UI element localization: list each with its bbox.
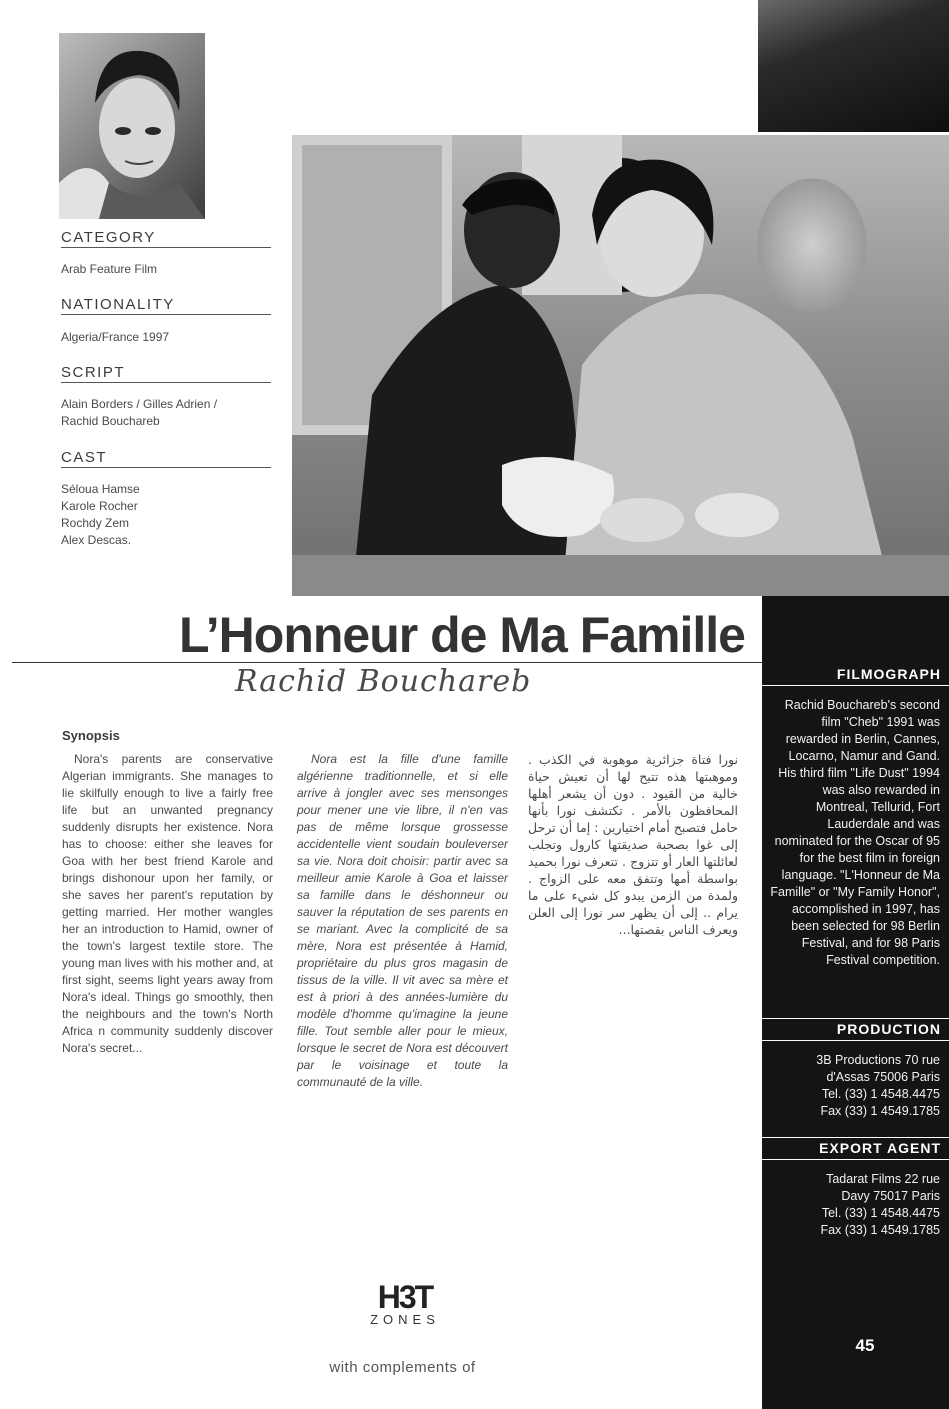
production-line: 3B Productions 70 rue xyxy=(816,1053,940,1067)
production-line: d'Assas 75006 Paris xyxy=(826,1070,940,1084)
export-agent-line: Fax (33) 1 4549.1785 xyxy=(820,1223,940,1237)
complements-text: with complements of xyxy=(329,1359,476,1376)
export-agent-heading: EXPORT AGENT xyxy=(819,1140,941,1156)
script-writers xyxy=(61,396,271,430)
export-agent-line: Tadarat Films 22 rue xyxy=(826,1172,940,1186)
script-writer-line: Alain Borders / Gilles Adrien / xyxy=(61,397,218,411)
film-still-photo xyxy=(292,135,949,596)
filmography-heading: FILMOGRAPH xyxy=(836,666,941,682)
portrait-illustration xyxy=(59,33,205,219)
production-heading: PRODUCTION xyxy=(836,1021,941,1037)
export-agent-line: Davy 75017 Paris xyxy=(841,1189,940,1203)
nationality-value: Algeria/France 1997 xyxy=(61,330,170,344)
cast-member: Alex Descas. xyxy=(61,533,132,547)
film-title: L’Honneur de Ma Famille xyxy=(179,607,745,663)
export-agent-line: Tel. (33) 1 4548.4475 xyxy=(821,1206,940,1220)
page-number: 45 xyxy=(855,1336,875,1355)
filmography-text: Rachid Bouchareb's second film "Cheb" 1991 was rewarded in Berlin, Cannes, Locarno, Namur and Gand. His third film "Life Dust" 1994 was also rewarded in Montreal, Tellurid, Fort Lauderdale and was nominated for the Oscar of 95 for the best film in foreign language. "L'Honneur de Ma Famille" or "My Family Honor", accomplished in 1997, has been selected for 98 Berlin Festival, and for 98 Paris Festival competition. xyxy=(770,698,940,967)
synopsis-arabic: نورا فتاة جزائرية موهوبة في الكذب . وموهبتها هذه تتيح لها أن تعيش حياة خالية من القيود . دون أن يشعر أهلها المحافظون بالأمر . تكتشف نورا بأنها حامل فتصبح أمام اختيارين : إما أن ترحل إلى غوا بصحبة صديقتها كارول وتجلب لعائلتها العار أو تتزوج . تتعرف نورا بحميد بواسطة أمها وتتفق معه على الزواج . ولمدة من الزمن يبدو كل شيء على ما يرام .. إلى أن يظهر سر نورا إلى العلن ويعرف الناس بقصتها... xyxy=(528,752,738,937)
sidebar-tab-notch xyxy=(750,662,762,699)
production-line: Fax (33) 1 4549.1785 xyxy=(820,1104,940,1118)
director-portrait-photo xyxy=(59,33,205,219)
cast-member: Rochdy Zem xyxy=(61,516,130,530)
director-name: Rachid Bouchareb xyxy=(235,664,532,699)
nationality-heading: NATIONALITY xyxy=(61,296,271,315)
hot-zones-logo xyxy=(363,1281,447,1327)
synopsis-heading: Synopsis xyxy=(62,728,120,743)
filmography-rule xyxy=(762,685,949,686)
cast-member: Karole Rocher xyxy=(61,499,138,513)
category-value: Arab Feature Film xyxy=(61,262,158,276)
synopsis-french: Nora est la fille d'une famille algérienne traditionnelle, et si elle arrive à jongler avec ses mensonges pour mener une vie libre, il n'en vas pas de même lorsque grossesse accidentelle vient soudain bouleverser sa vie. Nora doit choisir: partir avec sa meilleur amie Karole à Goa et laisser sa famille dans le déshonneur ou sauver la réputation de ses parents en se mariant. Avec la complicité de sa mère, Nora est présentée à Hamid, propriétaire du plus gros magasin de tissus de la ville. Il vit avec sa mère et est à priori à des années-lumière du modèle d'homme qu'imagine la jeune fille. Tout semble aller pour le mieux, lorsque le secret de Nora est découvert par le voisinage et toute la communauté de la ville. xyxy=(297,752,508,1089)
production-rule-top xyxy=(762,1018,949,1019)
cast-heading: CAST xyxy=(61,449,271,468)
production-rule xyxy=(762,1040,949,1041)
production-contact xyxy=(770,1052,940,1120)
logo-mark: H3T xyxy=(377,1279,433,1315)
script-heading: SCRIPT xyxy=(61,364,271,383)
synopsis-english: Nora's parents are conservative Algerian immigrants. She manages to lie skilfully enough to live a fairly free life but an unwanted pregnancy suddenly disrupts her existence. Nora has to choose: either she leaves for Goa with her best friend Karole and brings dishonour upon her family, or she saves her parent's reputation by getting married. Her mother wangles her an introduction to Hamid, owner of the town's largest textile store. The young man lives with his mother and, at first sight, seems light years away from Nora's ideal. Things go smoothly, then the neighbours and the town's North Africa n community suddenly discover Nora's secret... xyxy=(62,752,273,1055)
cast-list xyxy=(61,481,271,549)
export-agent-contact xyxy=(770,1171,940,1239)
category-heading: CATEGORY xyxy=(61,229,271,248)
cast-member: Séloua Hamse xyxy=(61,482,140,496)
export-rule-top xyxy=(762,1137,949,1138)
logo-subtitle: ZONES xyxy=(370,1312,440,1327)
film-still-illustration xyxy=(292,135,949,596)
decorative-dark-block xyxy=(758,0,949,132)
script-writer-line: Rachid Bouchareb xyxy=(61,414,160,428)
export-agent-rule xyxy=(762,1159,949,1160)
production-line: Tel. (33) 1 4548.4475 xyxy=(821,1087,940,1101)
